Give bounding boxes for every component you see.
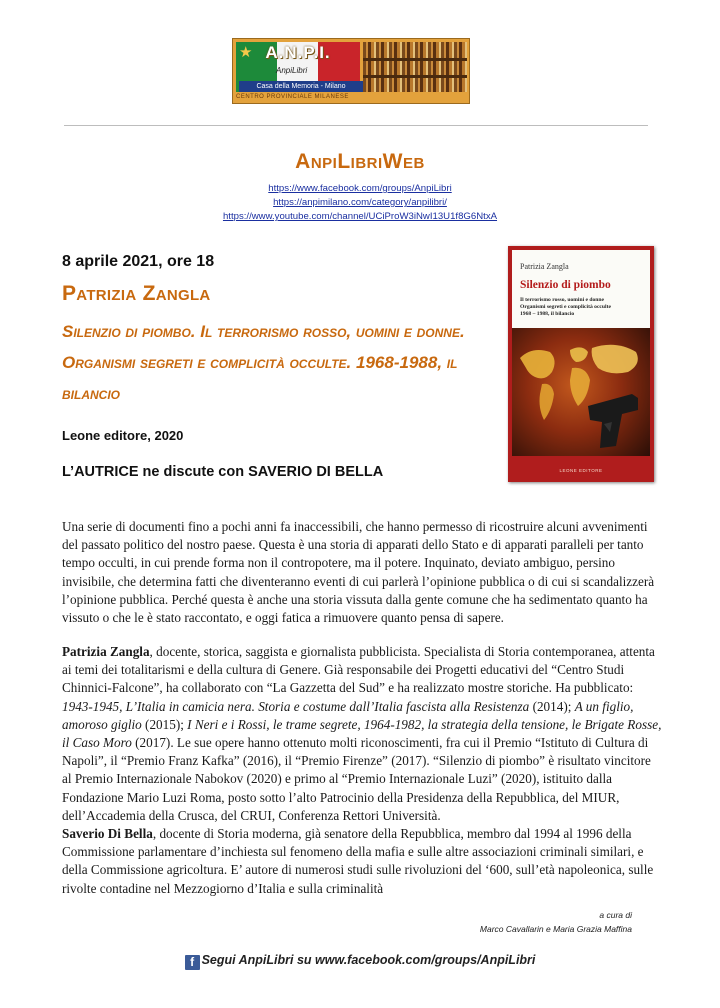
logo-sub: AnpiLibri [276, 66, 308, 75]
bio2-name: Saverio Di Bella [62, 826, 153, 842]
credit-label: a cura di [599, 910, 632, 920]
book-title-main: Silenzio di piombo. [62, 322, 196, 341]
youtube-link[interactable]: https://www.youtube.com/channel/UCiProW3iNwI13U1f8G6NtxA [222, 211, 498, 222]
site-title: AnpiLibriWeb [295, 150, 425, 173]
footer-follow[interactable] [0, 953, 720, 970]
bio-zangla [62, 643, 662, 825]
publisher: Leone editore, 2020 [62, 428, 184, 443]
logo-tagline: CENTRO PROVINCIALE MILANESE [236, 94, 349, 100]
bookshelf-image [363, 42, 467, 92]
logo-flag-panel [236, 42, 360, 92]
bio1-text-b: (2014); [529, 698, 575, 714]
book-cover [508, 246, 654, 482]
facebook-link[interactable]: https://www.facebook.com/groups/AnpiLibri [268, 183, 452, 194]
bio1-text-a: , docente, storica, saggista e giornalista pubblicista. Specialista di Storia contemporanea, attenta ai temi dei totalitarismi e della cultura di Genere. Già responsabile dei Progetti educativi del “Centro Studi Chinnici-Falcone”, ha collaborato con “La Gazzetta del Sud” e ha realizzato mostre storiche. Ha pubblicato: [62, 644, 655, 696]
bio1-work-3: I Neri e i Rossi, le trame segrete, 1964-1982, la strategia della tensione, le Brigate Rosse, il Caso Moro [62, 716, 662, 751]
bio1-work-2: A un figlio, amoroso giglio [62, 698, 634, 732]
bios-section [62, 643, 662, 898]
bio1-text-d: (2017). Le sue opere hanno ottenuto molti riconoscimenti, fra cui il Premio “Istituto di Cultura di Napoli”, il “Premio Franz Kafka” (2016), il “Premio Firenze” (2017). “Silenzio di piombo” è risultato vincitore al Premio Internazionale Nabokov (2020) e primo al “Premio Internazionale Luzi” (2020), istituito dalla Fondazione Mario Luzi Roma, posto sotto l’alto Patrocinio della Presidenza della Repubblica, del MIUR, dell’Accademia della Crusca, del CRUI, Conferenza Rettori Università. [62, 735, 651, 823]
author-name: Patrizia Zangla [62, 282, 211, 305]
book-title-part-1: Il terrorismo rosso, uomini e donne. [195, 322, 465, 341]
discussion-prefix: L’AUTRICE ne discute con [62, 464, 249, 480]
bio1-text-c: (2015); [141, 716, 188, 732]
bio1-name: Patrizia Zangla [62, 644, 150, 659]
credit-names: Marco Cavallarin e Maria Grazia Maffina [479, 924, 632, 934]
cover-title-panel [512, 250, 650, 328]
logo-brand: A.N.P.I. [265, 43, 331, 62]
event-date: 8 aprile 2021, ore 18 [62, 253, 215, 270]
bio-di-bella [62, 825, 662, 898]
world-map-pistol-icon [512, 328, 650, 456]
bio1-work-1: 1943-1945, L’Italia in camicia nera. Storia e costume dall’Italia fascista alla Resistenza [62, 698, 530, 714]
intro-paragraph: Una serie di documenti fino a pochi anni fa inaccessibili, che hanno permesso di ricostruire alcuni avvenimenti del passato politico del nostro paese. Questa è una storia di apparati dello Stato e di apparati paralleli per tanto tempo occulti, in cui prende forma non il contropotere, ma il potere. Inquinato, deviato ambiguo, persino invisibile, che determina fatti che diventeranno eventi di cui parlerà l’opinione pubblica o di cui si scandalizzerà l’opinione pubblica. Perché questa è anche una storia vissuta dalla gente comune che ha sedimentato quanto ha vissuto o che le è stato raccontato, e oggi fatica a rimuovere quanto pensa di sapere. [62, 519, 655, 626]
logo-band: Casa della Memoria - Milano [239, 81, 363, 92]
cover-subtitle: Il terrorismo rosso, uomini e donne Organismi segreti e complicità occulte 1968 – 1988, il bilancio [520, 297, 611, 317]
book-title-part-3: il bilancio [62, 353, 458, 403]
star-icon: ★ [239, 45, 253, 61]
discussion-line [62, 464, 383, 480]
bio2-text: , docente di Storia moderna, già senatore della Repubblica, membro dal 1994 al 1996 della Commissione parlamentare d’inchiesta sul fenomeno della mafia e sulle altre associazioni criminali similari, e della Commissione agricoltura. E’ autore di numerosi studi sulle rivoluzioni del ‘600, sull’età napoleonica, sulle rivolte contadine nel Mezzogiorno d’Italia e sulla criminalità [62, 826, 654, 896]
cover-author: Patrizia Zangla [520, 262, 569, 271]
discussant-name: SAVERIO DI BELLA [248, 464, 384, 480]
header-divider [64, 125, 648, 126]
footer-follow-text: Segui AnpiLibri su www.facebook.com/groups/AnpiLibri [201, 953, 536, 967]
anpimilano-link[interactable]: https://anpimilano.com/category/anpilibri/ [273, 197, 447, 208]
cover-map-image [512, 328, 650, 456]
book-title-part-2: Organismi segreti e complicità occulte. [62, 353, 352, 372]
book-title [62, 316, 502, 409]
cover-publisher: LEONE EDITORE [559, 468, 603, 473]
facebook-icon: f [185, 955, 200, 970]
cover-title: Silenzio di piombo [520, 279, 611, 291]
anpi-logo [232, 38, 470, 104]
book-title-years: 1968-1988, [351, 353, 443, 372]
